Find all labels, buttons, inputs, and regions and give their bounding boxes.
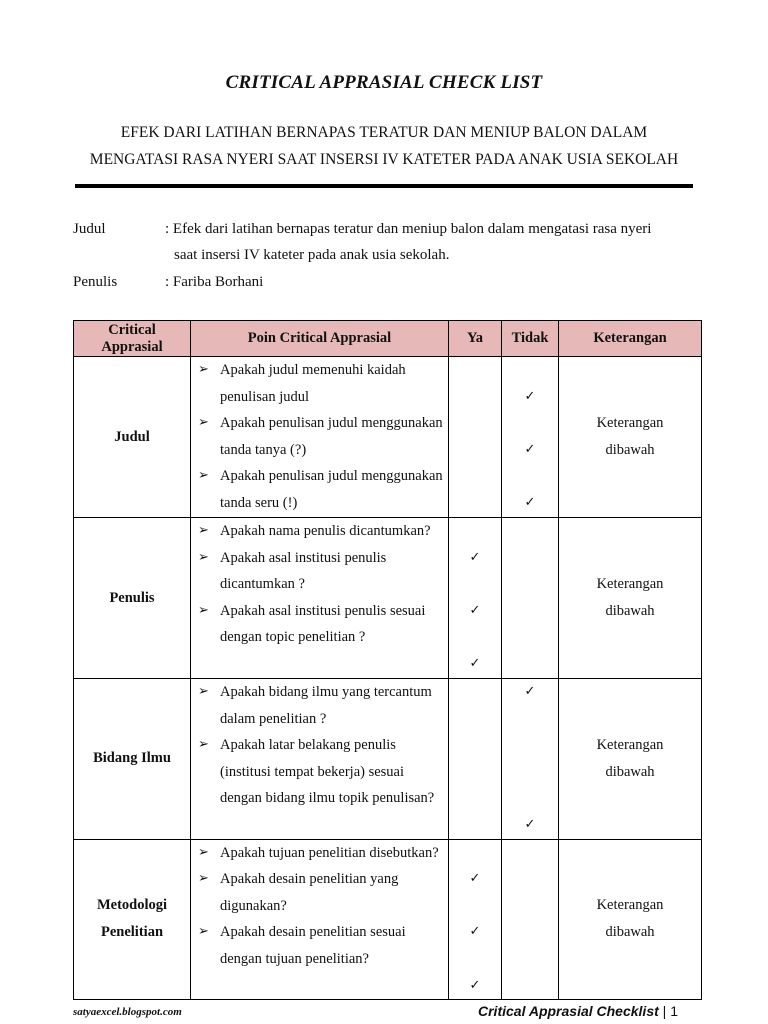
list-item — [196, 410, 448, 463]
checklist-table — [73, 320, 702, 1000]
row-questions — [191, 839, 449, 1000]
empty-slot — [449, 732, 501, 759]
list-item — [196, 866, 448, 919]
table-row — [74, 518, 702, 679]
empty-slot — [449, 518, 501, 545]
footer-site: satyaexcel.blogspot.com — [73, 1006, 182, 1018]
question-text: Apakah asal institusi penulis sesuai dengan topic penelitian ? — [220, 602, 426, 646]
question-text: Apakah penulisan judul menggunakan tanda tanya (?) — [220, 415, 443, 458]
header-tidak: Tidak — [502, 321, 559, 357]
empty-slot — [449, 785, 501, 812]
keterangan-line1: Keterangan — [596, 576, 664, 592]
row-category-line1: Penulis — [109, 589, 155, 606]
empty-slot — [502, 410, 558, 437]
empty-slot — [502, 840, 558, 867]
arrow-bullet-icon: ➢ — [198, 549, 209, 565]
header-ya: Ya — [449, 321, 502, 357]
arrow-bullet-icon: ➢ — [198, 415, 209, 431]
arrow-bullet-icon: ➢ — [198, 468, 209, 484]
row-questions — [191, 518, 449, 679]
empty-slot — [449, 357, 501, 384]
footer-divider — [470, 999, 701, 1000]
header-point: Poin Critical Apprasial — [191, 321, 449, 357]
subtitle-line-2: MENGATASI RASA NYERI SAAT INSERSI IV KATETER PADA ANAK USIA SEKOLAH — [89, 151, 679, 168]
empty-slot — [449, 437, 501, 464]
keterangan-line1: Keterangan — [596, 736, 664, 753]
list-item — [196, 840, 448, 867]
empty-slot — [502, 463, 558, 490]
empty-slot — [502, 919, 558, 946]
list-item — [196, 518, 448, 545]
empty-slot — [449, 410, 501, 437]
row-ya — [449, 679, 502, 840]
footer-page-number: 1 — [670, 1003, 678, 1019]
keterangan-line1: Keterangan — [596, 415, 664, 431]
arrow-bullet-icon: ➢ — [198, 924, 209, 940]
check-icon: ✓ — [469, 602, 481, 618]
check-icon: ✓ — [524, 684, 536, 699]
check-icon: ✓ — [469, 977, 481, 993]
question-text: Apakah bidang ilmu yang tercantum dalam penelitian ? — [220, 684, 432, 727]
table-header-row — [74, 321, 702, 357]
empty-slot — [502, 785, 558, 812]
arrow-bullet-icon: ➢ — [198, 523, 209, 538]
row-keterangan — [559, 357, 702, 518]
question-text: Apakah latar belakang penulis (institusi tempat bekerja) sesuai dengan bidang ilmu topik penulisan? — [220, 737, 435, 807]
empty-slot — [502, 946, 558, 973]
empty-slot — [502, 571, 558, 598]
keterangan-line2: dibawah — [605, 442, 655, 458]
judul-value-line1: : Efek dari latihan bernapas teratur dan meniup balon dalam mengatasi rasa nyeri — [165, 221, 652, 237]
judul-value — [165, 216, 685, 268]
header-keterangan: Keterangan — [559, 321, 702, 357]
arrow-bullet-icon: ➢ — [198, 844, 209, 860]
empty-slot — [449, 571, 501, 598]
row-tidak — [502, 839, 559, 1000]
question-text: Apakah nama penulis dicantumkan? — [220, 523, 431, 539]
row-tidak — [502, 679, 559, 840]
subtitle-line-1: EFEK DARI LATIHAN BERNAPAS TERATUR DAN MENIUP BALON DALAM — [120, 124, 648, 141]
list-item — [196, 598, 448, 651]
check-icon: ✓ — [469, 655, 481, 671]
row-tidak — [502, 518, 559, 679]
list-item — [196, 463, 448, 516]
footer-separator: | — [658, 1003, 671, 1019]
row-ya — [449, 518, 502, 679]
empty-slot — [502, 732, 558, 759]
table-row — [74, 839, 702, 1000]
row-category-line2: Penelitian — [100, 924, 164, 941]
row-category-line1: Judul — [114, 428, 150, 445]
row-keterangan — [559, 679, 702, 840]
question-text: Apakah tujuan penelitian disebutkan? — [220, 844, 439, 861]
row-category — [74, 357, 191, 518]
empty-slot — [502, 973, 558, 1000]
empty-slot — [502, 706, 558, 733]
empty-slot — [449, 893, 501, 920]
row-ya — [449, 839, 502, 1000]
arrow-bullet-icon: ➢ — [198, 684, 209, 699]
row-category — [74, 679, 191, 840]
arrow-bullet-icon: ➢ — [198, 871, 209, 887]
check-icon: ✓ — [469, 871, 481, 887]
check-icon: ✓ — [469, 924, 481, 940]
row-keterangan — [559, 839, 702, 1000]
judul-label: Judul — [73, 221, 106, 237]
judul-value-line2: saat insersi IV kateter pada anak usia sekolah. — [174, 247, 450, 263]
empty-slot — [502, 357, 558, 384]
empty-slot — [502, 866, 558, 893]
empty-slot — [502, 545, 558, 572]
question-text: Apakah desain penelitian yang digunakan? — [220, 871, 399, 914]
header-category-line2: Apprasial — [101, 338, 163, 355]
row-category — [74, 518, 191, 679]
empty-slot — [449, 490, 501, 517]
title-divider — [75, 184, 693, 188]
check-icon: ✓ — [524, 494, 536, 510]
arrow-bullet-icon: ➢ — [198, 362, 209, 377]
penulis-value: : Fariba Borhani — [165, 274, 264, 290]
table-row — [74, 357, 702, 518]
table-row — [74, 679, 702, 840]
document-title: CRITICAL APPRASIAL CHECK LIST — [225, 72, 543, 93]
empty-slot — [502, 598, 558, 625]
header-category-line1: Critical — [108, 321, 156, 338]
footer-page-label — [478, 1003, 678, 1019]
question-text: Apakah asal institusi penulis dicantumkan ? — [220, 549, 387, 593]
penulis-label: Penulis — [73, 274, 118, 290]
row-questions — [191, 357, 449, 518]
row-ya — [449, 357, 502, 518]
empty-slot — [502, 518, 558, 545]
keterangan-line2: dibawah — [605, 603, 655, 619]
header-category — [74, 321, 191, 357]
list-item — [196, 679, 448, 732]
empty-slot — [449, 384, 501, 411]
list-item — [196, 545, 448, 598]
check-icon: ✓ — [524, 816, 536, 832]
empty-slot — [449, 624, 501, 651]
row-tidak — [502, 357, 559, 518]
arrow-bullet-icon: ➢ — [198, 602, 209, 618]
keterangan-line2: dibawah — [605, 924, 655, 941]
empty-slot — [449, 840, 501, 867]
empty-slot — [449, 812, 501, 839]
row-questions — [191, 679, 449, 840]
check-icon: ✓ — [524, 388, 536, 404]
empty-slot — [449, 759, 501, 786]
empty-slot — [502, 893, 558, 920]
question-text: Apakah penulisan judul menggunakan tanda seru (!) — [220, 468, 443, 511]
row-keterangan — [559, 518, 702, 679]
empty-slot — [449, 463, 501, 490]
row-category-line1: Metodologi — [96, 897, 168, 914]
list-item — [196, 919, 448, 972]
footer-doc-title: Critical Apprasial Checklist — [478, 1003, 659, 1019]
row-category — [74, 839, 191, 1000]
check-icon: ✓ — [469, 549, 481, 565]
list-item — [196, 357, 448, 410]
empty-slot — [502, 624, 558, 651]
question-text: Apakah desain penelitian sesuai dengan tujuan penelitian? — [220, 924, 406, 967]
list-item — [196, 732, 448, 812]
empty-slot — [449, 679, 501, 706]
keterangan-line1: Keterangan — [596, 897, 664, 914]
keterangan-line2: dibawah — [605, 763, 655, 780]
empty-slot — [502, 651, 558, 678]
empty-slot — [449, 946, 501, 973]
question-text: Apakah judul memenuhi kaidah penulisan judul — [220, 362, 406, 405]
empty-slot — [449, 706, 501, 733]
row-category-line1: Bidang Ilmu — [93, 750, 171, 767]
arrow-bullet-icon: ➢ — [198, 737, 209, 753]
check-icon: ✓ — [524, 441, 536, 457]
empty-slot — [502, 759, 558, 786]
